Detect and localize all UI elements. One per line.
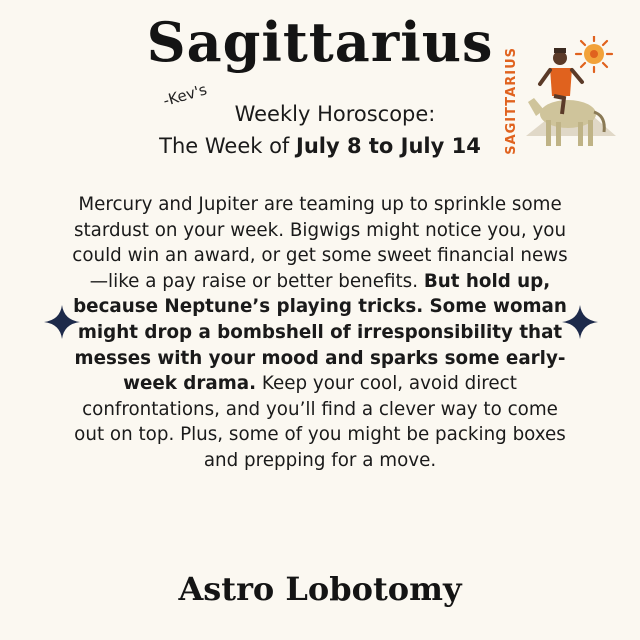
- logo-label: SAGITTARIUS: [504, 47, 519, 155]
- brand-footer: Astro Lobotomy: [178, 570, 462, 608]
- author-byline: -Kev's: [161, 80, 209, 110]
- reading-part-2-bold: But hold up, because Neptune’s playing tricks. Some woman might drop a bombshell of irresponsibility that messes with your mood and sparks some early-week drama.: [73, 270, 567, 395]
- reading-part-3: Keep your cool, avoid direct confrontations, and you’ll find a clever way to come out on top. Plus, some of you might be packing boxes and prepping for a move.: [74, 373, 566, 471]
- reading-part-1: Mercury and Jupiter are teaming up to sprinkle some stardust on your week. Bigwigs might notice you, you could win an award, or get some sweet financial news—like a pay raise or better benefits.: [72, 194, 568, 292]
- page-title: Sagittarius: [146, 10, 494, 74]
- subtitle-line-1: Weekly Horoscope:: [234, 102, 436, 126]
- horoscope-reading: [70, 192, 570, 474]
- sagittarius-centaur-icon: [506, 36, 632, 154]
- subtitle-prefix: The Week of: [159, 134, 296, 158]
- subtitle-dates: July 8 to July 14: [296, 134, 481, 158]
